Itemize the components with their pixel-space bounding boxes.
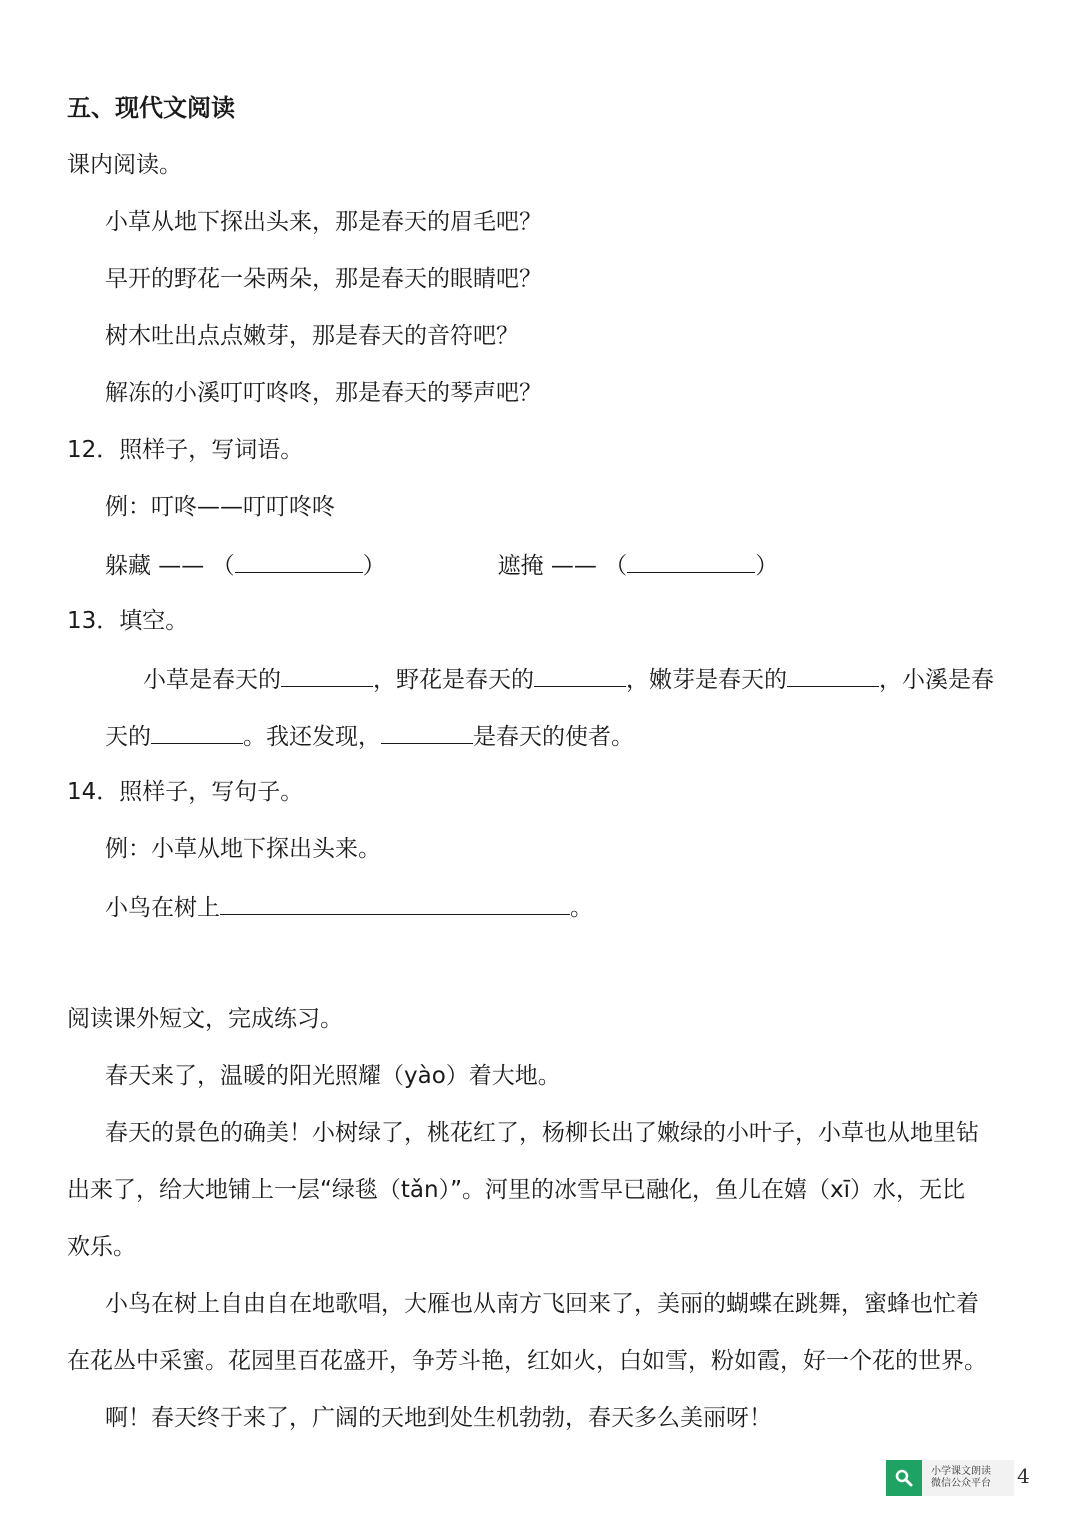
- publisher-logo: [886, 1460, 1014, 1496]
- fill-text: 是春天的使者。: [473, 724, 634, 750]
- passage-line: 啊！春天终于来了，广阔的天地到处生机勃勃，春天多么美丽呀！: [105, 1405, 772, 1431]
- passage-line: 小鸟在树上自由自在地歌唱，大雁也从南方飞回来了，美丽的蝴蝶在跳舞，蜜蜂也忙着: [105, 1291, 979, 1317]
- fill-text: 天的: [105, 724, 151, 750]
- question-12-prompt: 12．照样子，写词语。: [67, 437, 304, 463]
- question-12-example: 例：叮咚——叮叮咚咚: [105, 494, 335, 520]
- answer-blank[interactable]: [235, 548, 363, 573]
- search-icon: [894, 1468, 914, 1488]
- task-text: 小鸟在树上: [105, 895, 220, 921]
- logo-text: [922, 1466, 991, 1490]
- paren-close: ）: [362, 553, 386, 579]
- answer-blank[interactable]: [534, 662, 626, 687]
- passage-line: 春天的景色的确美！小树绿了，桃花红了，杨柳长出了嫩绿的小叶子，小草也从地里钻: [105, 1120, 979, 1146]
- answer-blank[interactable]: [787, 662, 879, 687]
- fill-text: 。我还发现，: [243, 724, 381, 750]
- task-end: 。: [570, 895, 593, 921]
- passage-line: 在花丛中采蜜。花园里百花盛开，争芳斗艳，红如火，白如雪，粉如霞，好一个花的世界。: [67, 1348, 987, 1374]
- page-number: 4: [1017, 1464, 1030, 1488]
- question-13-line-2: [105, 719, 634, 753]
- paren-close: ）: [755, 553, 779, 579]
- answer-blank[interactable]: [151, 719, 243, 744]
- question-12-items: [105, 548, 778, 582]
- question-13-prompt: 13．填空。: [67, 608, 189, 634]
- fill-text: ，嫩芽是春天的: [626, 667, 787, 693]
- logo-line-2: 微信公众平台: [931, 1478, 991, 1489]
- question-14-task: [105, 890, 593, 924]
- fill-text: ，小溪是春: [879, 667, 994, 693]
- passage-line: 出来了，给大地铺上一层“绿毯（tǎn）”。河里的冰雪早已融化，鱼儿在嬉（xī）水，无比: [67, 1177, 966, 1203]
- logo-line-1: 小学课文朗读: [931, 1466, 991, 1477]
- passage-line: 欢乐。: [67, 1234, 136, 1260]
- fill-text: 小草是春天的: [143, 667, 281, 693]
- extra-reading-intro: 阅读课外短文，完成练习。: [67, 1006, 343, 1032]
- passage-line: 春天来了，温暖的阳光照耀（yào）着大地。: [105, 1063, 561, 1089]
- question-14-example: 例：小草从地下探出头来。: [105, 836, 381, 862]
- answer-blank[interactable]: [220, 890, 570, 915]
- question-14-prompt: 14．照样子，写句子。: [67, 779, 304, 805]
- poem-line: 解冻的小溪叮叮咚咚，那是春天的琴声吧？: [105, 380, 542, 406]
- answer-blank[interactable]: [381, 719, 473, 744]
- question-13-line-1: [143, 662, 994, 696]
- poem-line: 早开的野花一朵两朵，那是春天的眼睛吧？: [105, 266, 542, 292]
- word-item: 遮掩 —— （: [497, 553, 628, 579]
- section-title: 五、现代文阅读: [67, 94, 235, 122]
- fill-text: ，野花是春天的: [373, 667, 534, 693]
- poem-line: 树木吐出点点嫩芽，那是春天的音符吧？: [105, 323, 519, 349]
- logo-mark: [886, 1460, 922, 1496]
- word-item: 躲藏 —— （: [105, 553, 235, 579]
- poem-line: 小草从地下探出头来，那是春天的眉毛吧？: [105, 209, 542, 235]
- answer-blank[interactable]: [627, 548, 755, 573]
- reading-intro: 课内阅读。: [67, 152, 182, 178]
- answer-blank[interactable]: [281, 662, 373, 687]
